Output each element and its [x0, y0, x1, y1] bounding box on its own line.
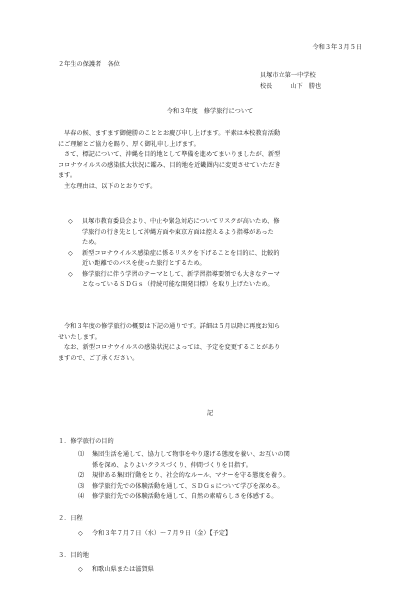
destination-item	[78, 566, 154, 577]
intro-line: コロナウイルスの感染拡大状況に鑑み、目的地を近畿圏内に変更させていただき	[58, 161, 281, 169]
reason-line: 修学旅行に伴う学習のテーマとして、新学習指導要領でも大きなテーマ	[82, 270, 280, 278]
reason-line: となっているＳＤＧｓ（持続可能な開発目標）を取り上げたいため。	[82, 281, 274, 288]
letter-sender	[260, 72, 321, 94]
purpose-list	[78, 451, 290, 504]
purpose-item	[78, 472, 290, 483]
section-heading: ３．目的地	[58, 552, 89, 559]
purpose-item	[78, 493, 290, 504]
diamond-bullet-icon: ◇	[78, 530, 83, 537]
item-number: ⑷	[78, 493, 85, 500]
reason-line: 新型コロナウイルス感染症に係るリスクを下げることを目的に、比較的	[82, 249, 280, 257]
destination-list	[78, 566, 154, 577]
diamond-bullet-icon: ◇	[68, 270, 73, 278]
reason-line: ため。	[82, 239, 101, 246]
closing-line: せいたします。	[58, 333, 101, 341]
principal-title: 校長	[260, 83, 273, 90]
diamond-bullet-icon: ◇	[68, 218, 73, 225]
reason-line: 貝塚市教育委員会より、中止や緊急対応についてリスクが高いため、修	[82, 218, 280, 225]
school-name: 貝塚市立第一中学校	[260, 72, 316, 79]
purpose-line: 係を深め、よりよいクラスづくり、仲間づくりを目指す。	[92, 461, 252, 469]
intro-line: 主な理由は、以下のとおりです。	[64, 182, 157, 190]
destination-line: 和歌山県または滋賀県	[92, 566, 154, 573]
section-heading: ２．日程	[58, 515, 83, 522]
reason-item	[68, 218, 368, 250]
purpose-item	[78, 483, 290, 494]
schedule-line: 令和３年７月７日（水）～７月９日（金）【予定】	[92, 530, 232, 537]
purpose-line: 修学旅行先での体験活動を通して、ＳＤＧｓについて学びを深める。	[92, 482, 284, 490]
reason-item	[68, 250, 368, 271]
closing-paragraph	[58, 323, 368, 365]
diamond-bullet-icon: ◇	[78, 566, 83, 573]
ki-heading: 記	[206, 410, 214, 417]
item-number: ⑵	[78, 472, 85, 479]
item-number: ⑴	[78, 451, 85, 458]
intro-line: にご理解とご協力を賜り、厚く御礼申し上げます。	[58, 140, 200, 148]
closing-line: なお、新型コロナウイルスの感染状況によっては、予定を変更することがあり	[64, 344, 281, 351]
intro-line: ます。	[58, 172, 77, 179]
intro-line: 早春の候、ますます御健勝のこととお慶び申し上げます。平素は本校教育活動	[64, 130, 281, 137]
purpose-line: 規律ある集団行動をとり、社会的なルール、マナーを守る態度を養う。	[92, 472, 290, 479]
purpose-item	[78, 451, 290, 469]
reasons-list	[68, 218, 368, 292]
letter-date: 令和３年３月５日	[312, 44, 362, 51]
section-heading: １．修学旅行の目的	[58, 438, 114, 445]
closing-line: 令和３年度の修学旅行の概要は下記の通りです。詳細は５月以降に再度お知ら	[64, 323, 281, 330]
purpose-line: 集団生活を通して、協力して物事をやり遂げる態度を養い、お互いの関	[92, 451, 290, 458]
principal-name: 山下 勝也	[290, 83, 322, 90]
item-number: ⑶	[78, 482, 85, 490]
principal-signature	[260, 83, 321, 94]
intro-line: さて、標記について、沖縄を目的地として準備を進めてまいりましたが、新型	[64, 151, 281, 158]
intro-paragraph	[58, 130, 368, 193]
reason-line: 学旅行の行き先として沖縄方面や東京方面は控えるよう指導があった	[82, 228, 274, 236]
reason-line: 近い距離でのバスを使った旅行とするため。	[82, 260, 206, 267]
schedule-item	[78, 530, 231, 541]
schedule-list	[78, 530, 231, 541]
purpose-line: 修学旅行先での体験活動を通して、自然の素晴らしさを体感する。	[92, 493, 278, 500]
closing-line: ますので、ご了承ください。	[58, 354, 139, 362]
letter-recipient: ２年生の保護者 各位	[58, 61, 120, 68]
document-title: 令和３年度 修学旅行について	[166, 108, 254, 115]
diamond-bullet-icon: ◇	[68, 249, 73, 257]
reason-item	[68, 271, 368, 292]
